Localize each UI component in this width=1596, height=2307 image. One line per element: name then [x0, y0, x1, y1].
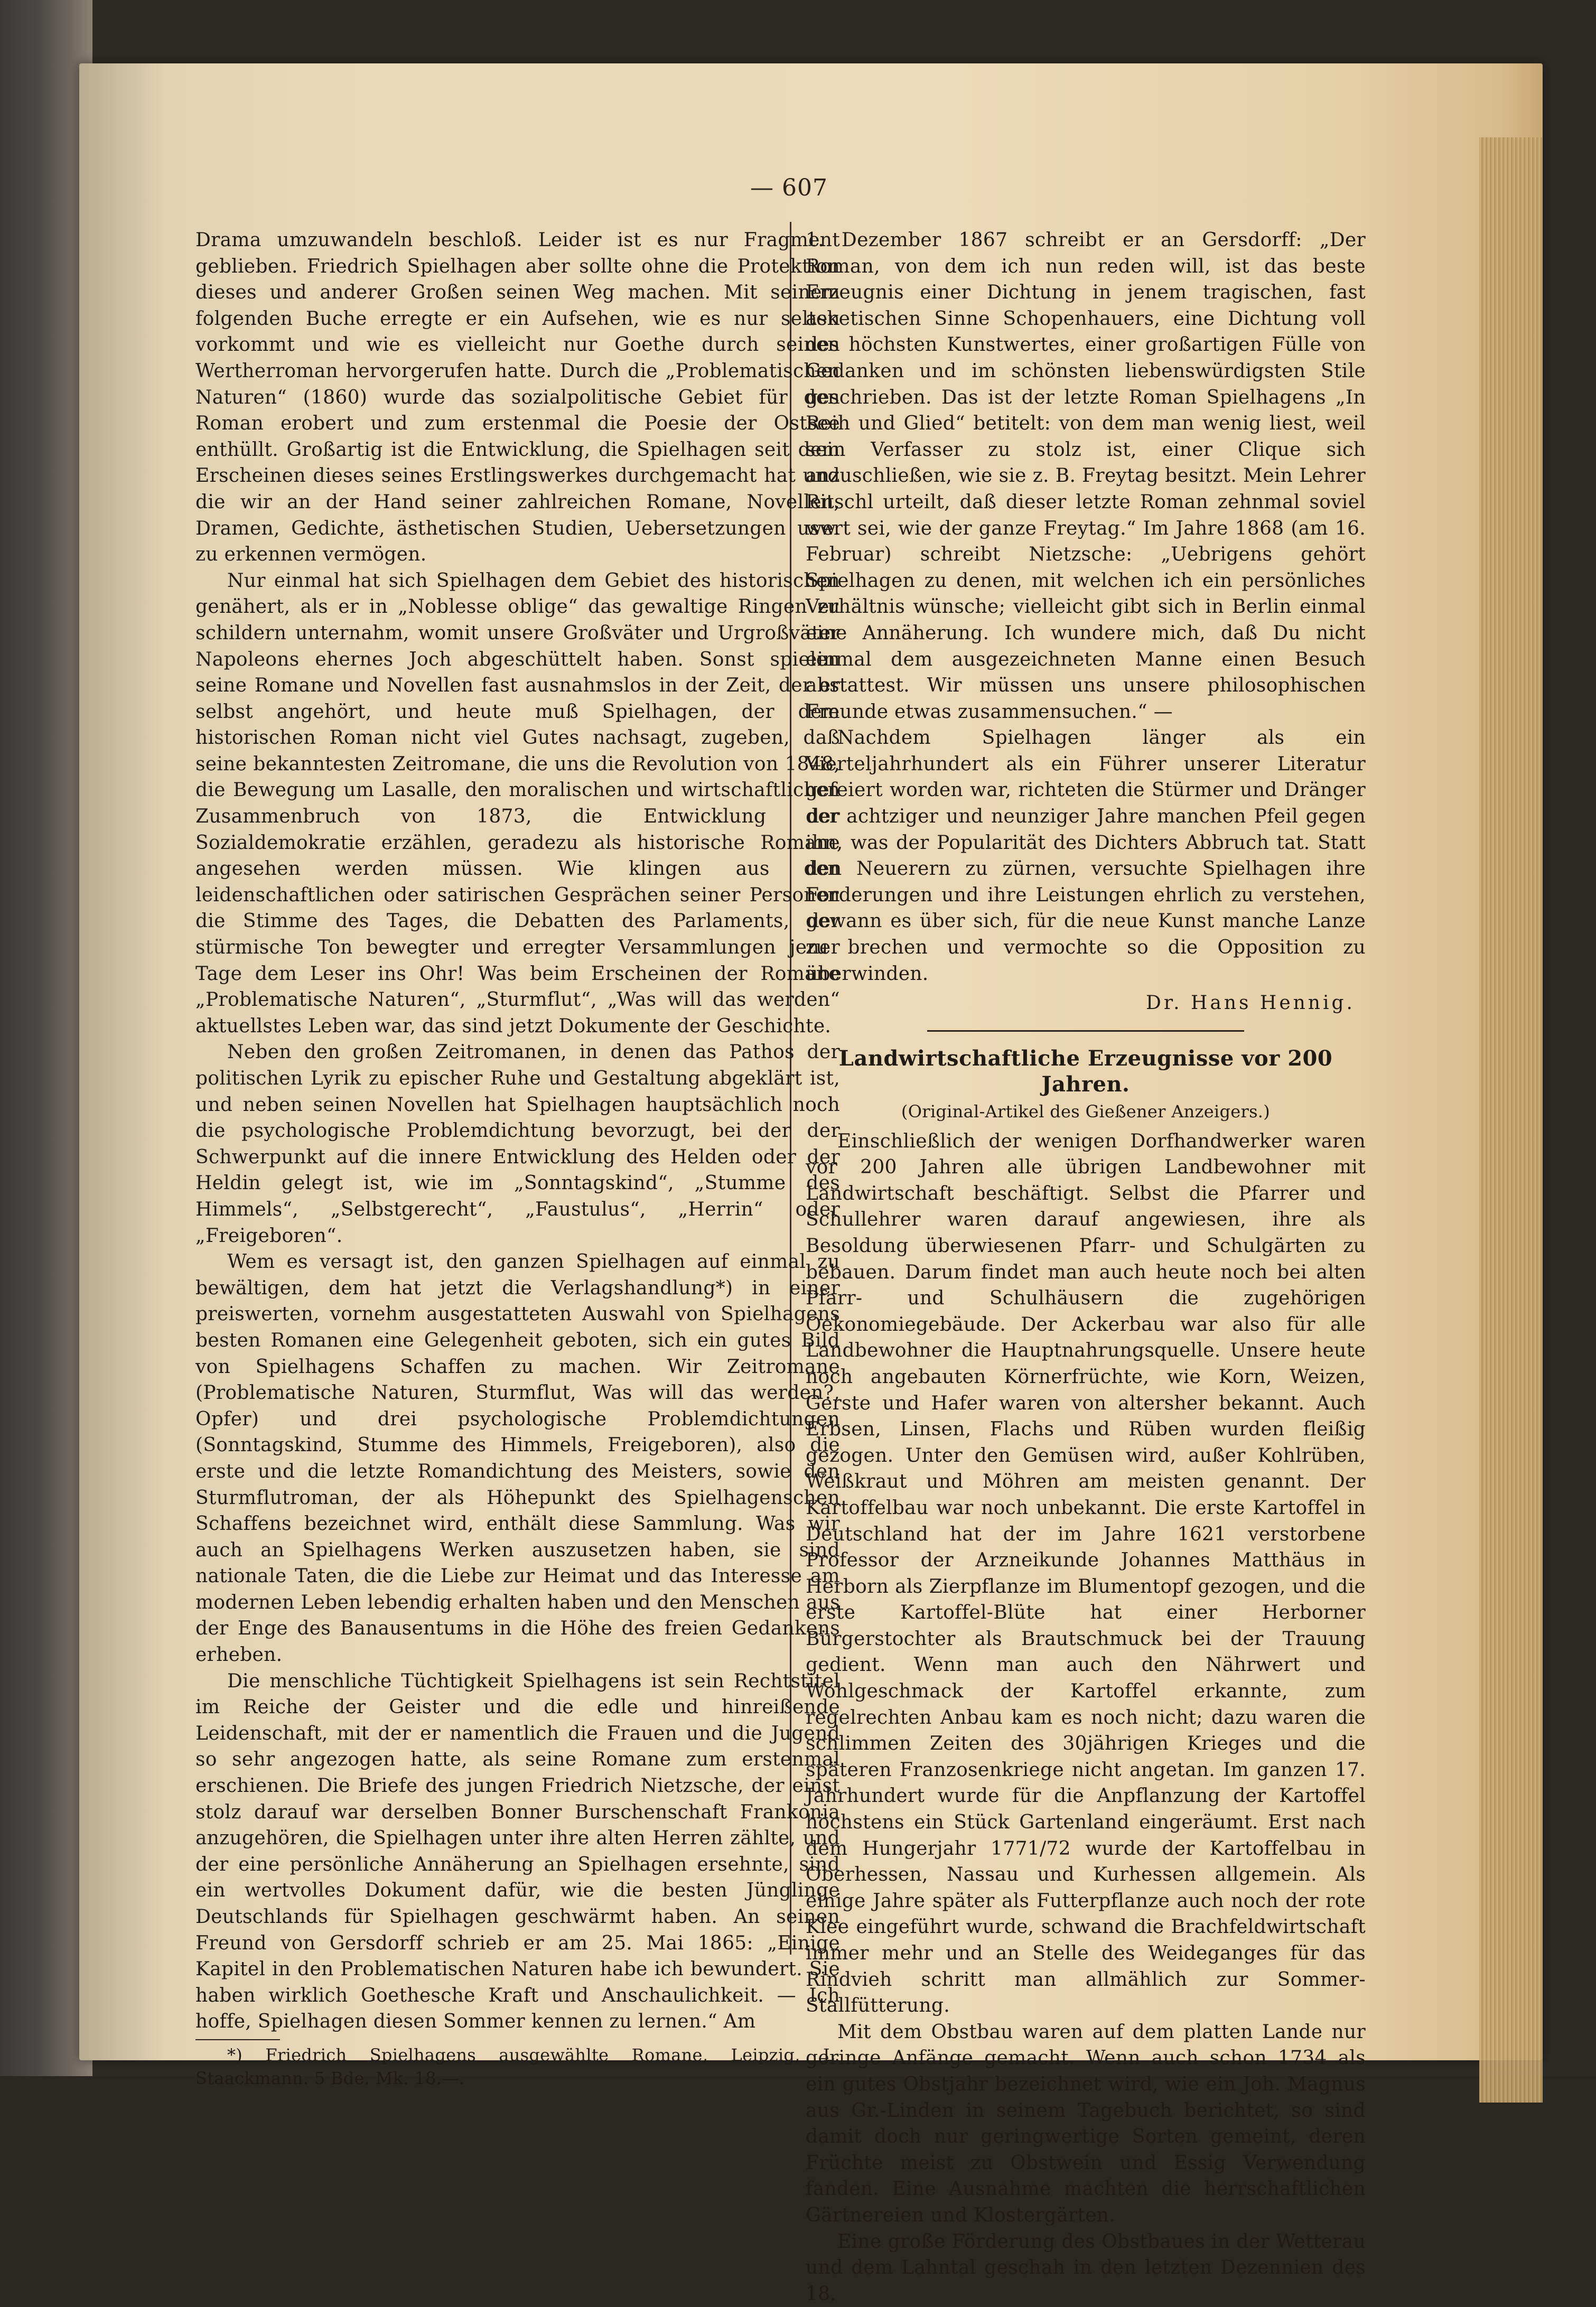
right-paragraph-4: Mit dem Obstbau waren auf dem platten Lande nur geringe Anfänge gemacht. Wenn auch schon 1734 als ein gutes Obstjahr bezeichnet wird, wie ein Joh. Magnus aus Gr.-Linden in seinem Tagebuch berichtet, so sind damit doch nur geringwertige Sorten gemeint, deren Früchte meist zu Obstwein und Essig Verwendung fanden. Eine Ausnahme machten die herrschaftlichen Gärtnereien und Klostergärten. — [806, 2021, 1366, 2226]
left-paragraph-4: Wem es versagt ist, den ganzen Spielhagen auf einmal zu bewältigen, dem hat jetzt die Verlagshandlung*) in einer preiswerten, vornehm ausgestatteten Auswahl von Spielhagens besten Romanen eine Gelegenheit geboten, sich ein gutes Bild von Spielhagens Schaffen zu machen. Wir Zeitromane (Problematische Naturen, Sturmflut, Was will das werden?, Opfer) und drei psychologische Problemdichtungen (Sonntagskind, Stumme des Himmels, Freigeboren), also die erste und die letzte Romandichtung des Meisters, sowie den Sturmflutroman, der als Höhepunkt des Spielhagenschen Schaffens bezeichnet wird, enthält diese Sammlung. Was wir auch an Spielhagens Werken auszusetzen haben, sie sind nationale Taten, die die Liebe zur Heimat und das Interesse am modernen Leben lebendig erhalten haben und den Menschen aus der Enge des Banausentums in die Höhe des freien Gedankens erheben. — [195, 1251, 840, 1666]
left-paragraph-2: Nur einmal hat sich Spielhagen dem Gebiet des historischen genähert, als er in „Noblesse oblige“ das gewaltige Ringen zu schildern unternahm, womit unsere Großväter und Urgroßväter Napoleons ehernes Joch abgeschüttelt haben. Sonst spielen seine Romane und Novellen fast ausnahmslos in der Zeit, der er selbst angehört, und heute muß Spielhagen, der dem historischen Roman nicht viel Gutes nachsagt, zugeben, daß seine bekanntesten Zeitromane, die uns die Revolution von 1848, die Bewegung um Lasalle, den moralischen und wirtschaftlichen Zusammenbruch von 1873, die Entwicklung der Sozialdemokratie erzählen, geradezu als historische Romane angesehen werden müssen. Wie klingen aus den leidenschaftlichen oder satirischen Gesprächen seiner Personen die Stimme des Tages, die Debatten des Parlaments, der stürmische Ton bewegter und erregter Versammlungen jener Tage dem Leser ins Ohr! Was beim Erscheinen der Romane „Problematische Naturen“, „Sturmflut“, „Was will das werden“ aktuellstes Leben war, das sind jetzt Dokumente der Geschichte. — [195, 569, 840, 1037]
book-spine — [0, 0, 92, 2076]
article-title: Landwirtschaftliche Erzeugnisse vor 200 Jahren. — [838, 1045, 1333, 1097]
footnote-rule — [195, 2039, 280, 2040]
right-paragraph-2: Nachdem Spielhagen länger als ein Vierteljahrhundert als ein Führer unserer Literatur gefeiert worden war, richteten die Stürmer und Dränger der achtziger und neunziger Jahre manchen Pfeil gegen ihn, was der Popularität des Dichters Abbruch tat. Statt den Neuerern zu zürnen, versuchte Spielhagen ihre Forderungen und ihre Leistungen ehrlich zu verstehen, gewann es über sich, für die neue Kunst manche Lanze zu brechen und vermochte so die Opposition zu überwinden. — [806, 727, 1366, 985]
left-paragraph-1: Drama umzuwandeln beschloß. Leider ist es nur Fragment geblieben. Friedrich Spielhagen aber sollte ohne die Protektion dieses und anderer Großen seinen Weg machen. Mit seinem folgenden Buche erregte er ein Aufsehen, wie es nur selten vorkommt und wie es vielleicht nur Goethe durch seinen Wertherroman hervorgerufen hatte. Durch die „Problematischen Naturen“ (1860) wurde das sozialpolitische Gebiet für den Roman erobert und zum erstenmal die Poesie der Ostsee enthüllt. Großartig ist die Entwicklung, die Spielhagen seit dem Erscheinen dieses seines Erstlingswerkes durchgemacht hat und die wir an der Hand seiner zahlreichen Romane, Novellen, Dramen, Gedichte, ästhetischen Studien, Uebersetzungen usw. zu erkennen vermögen. — [195, 229, 840, 566]
right-paragraph-3: Einschließlich der wenigen Dorfhandwerker waren vor 200 Jahren alle übrigen Landbewohner mit Landwirtschaft beschäftigt. Selbst die Pfarrer und Schullehrer waren darauf angewiesen, ihre als Besoldung überwiesenen Pfarr- und Schulgärten zu bebauen. Darum findet man auch heute noch bei alten Pfarr- und Schulhäusern die zugehörigen Oekonomiegebäude. Der Ackerbau war also für alle Landbewohner die Hauptnahrungsquelle. Unsere heute noch angebauten Körnerfrüchte, wie Korn, Weizen, Gerste und Hafer waren von altersher bekannt. Auch Erbsen, Linsen, Flachs und Rüben wurden fleißig gezogen. Unter den Gemüsen wird, außer Kohlrüben, Weißkraut und Möhren am meisten genannt. Der Kartoffelbau war noch unbekannt. Die erste Kartoffel in Deutschland hat der im Jahre 1621 verstorbene Professor der Arzneikunde Johannes Matthäus in Herborn als Zierpflanze im Blumentopf gezogen, und die erste Kartoffel-Blüte hat einer Herborner Bürgerstochter als Brautschmuck bei der Trauung gedient. Wenn man auch den Nährwert und Wohlgeschmack der Kartoffel erkannte, zum regelrechten Anbau kam es noch nicht; dazu waren die schlimmen Zeiten des 30jährigen Krieges und die späteren Franzosenkriege nicht angetan. Im ganzen 17. Jahrhundert wurde für die Anpflanzung der Kartoffel höchstens ein Stück Gartenland eingeräumt. Erst nach dem Hungerjahr 1771/72 wurde der Kartoffelbau in Oberhessen, Nassau und Kurhessen allgemein. Als einige Jahre später als Futterpflanze auch noch der rote Klee eingeführt wurde, schwand die Brachfeldwirtschaft immer mehr und an Stelle des Weideganges für das Rindvieh schritt man allmählich zur Sommer-Stallfütterung. — [806, 1130, 1366, 2017]
author-signature: Dr. Hans Hennig. — [1145, 992, 1355, 1014]
right-paragraph-1: 1. Dezember 1867 schreibt er an Gersdorff: „Der Roman, von dem ich nun reden will, ist das beste Erzeugnis einer Dichtung in jenem tragischen, fast asketischen Sinne Schopenhauers, eine Dichtung voll des höchsten Kunstwertes, einer großartigen Fülle von Gedanken und im schönsten liebenswürdigsten Stile geschrieben. Das ist der letzte Roman Spielhagens „In Reih und Glied“ betitelt: von dem man wenig liest, weil sein Verfasser zu stolz ist, einer Clique sich anzuschließen, wie sie z. B. Freytag besitzt. Mein Lehrer Ritschl urteilt, daß dieser letzte Roman zehnmal soviel wert sei, wie der ganze Freytag.“ Im Jahre 1868 (am 16. Februar) schreibt Nietzsche: „Uebrigens gehört Spielhagen zu denen, mit welchen ich ein persönliches Verhältnis wünsche; vielleicht gibt sich in Berlin einmal eine Annäherung. Ich wundere mich, daß Du nicht einmal dem ausgezeichneten Manne einen Besuch abstattest. Wir müssen uns unsere philosophischen Freunde etwas zusammensuchen.“ — — [806, 229, 1366, 723]
page-number: — 607 — [750, 174, 828, 201]
section-rule — [927, 1030, 1244, 1032]
left-paragraph-3: Neben den großen Zeitromanen, in denen das Pathos der politischen Lyrik zu epischer Ruhe und Gestaltung abgeklärt ist, und neben seinen Novellen hat Spielhagen hauptsächlich noch die psychologische Problemdichtung bevorzugt, bei der der Schwerpunkt auf die innere Entwicklung des Helden oder der Heldin gelegt ist, wie im „Sonntagskind“, „Stumme des Himmels“, „Selbstgerecht“, „Faustulus“, „Herrin“ oder „Freigeboren“. — [195, 1041, 840, 1247]
page-fore-edge — [1479, 137, 1543, 2103]
footnote: *) Friedrich Spielhagens ausgewählte Romane, Leipzig, L. Staackmann. 5 Bde. Mk. 18.—. — [195, 2044, 840, 2088]
left-paragraph-5: Die menschliche Tüchtigkeit Spielhagens ist sein Rechtstitel im Reiche der Geister und die edle und hinreißende Leidenschaft, mit der er namentlich die Frauen und die Jugend so sehr angezogen hatte, als seine Romane zum erstenmal erschienen. Die Briefe des jungen Friedrich Nietzsche, der einst stolz darauf war derselben Bonner Burschenschaft Frankonia anzugehören, die Spielhagen unter ihre alten Herren zählte, und der eine persönliche Annäherung an Spielhagen ersehnte, sind ein wertvolles Dokument dafür, wie die besten Jünglinge Deutschlands für Spielhagen geschwärmt haben. An seinen Freund von Gersdorff schrieb er am 25. Mai 1865: „Einige Kapitel in den Problematischen Naturen habe ich bewundert. Sie haben wirklich Goethesche Kraft und Anschaulichkeit. — Ich hoffe, Spielhagen diesen Sommer kennen zu lernen.“ Am — [195, 1670, 840, 2033]
right-paragraph-5: Eine große Förderung des Obstbaues in der Wetterau und dem Lahntal geschah in den letzten Dezennien des 18. — [806, 2230, 1366, 2305]
left-column — [195, 227, 840, 2088]
article-subtitle: (Original-Artikel des Gießener Anzeigers.) — [901, 1101, 1271, 1122]
right-column — [806, 227, 1366, 2305]
